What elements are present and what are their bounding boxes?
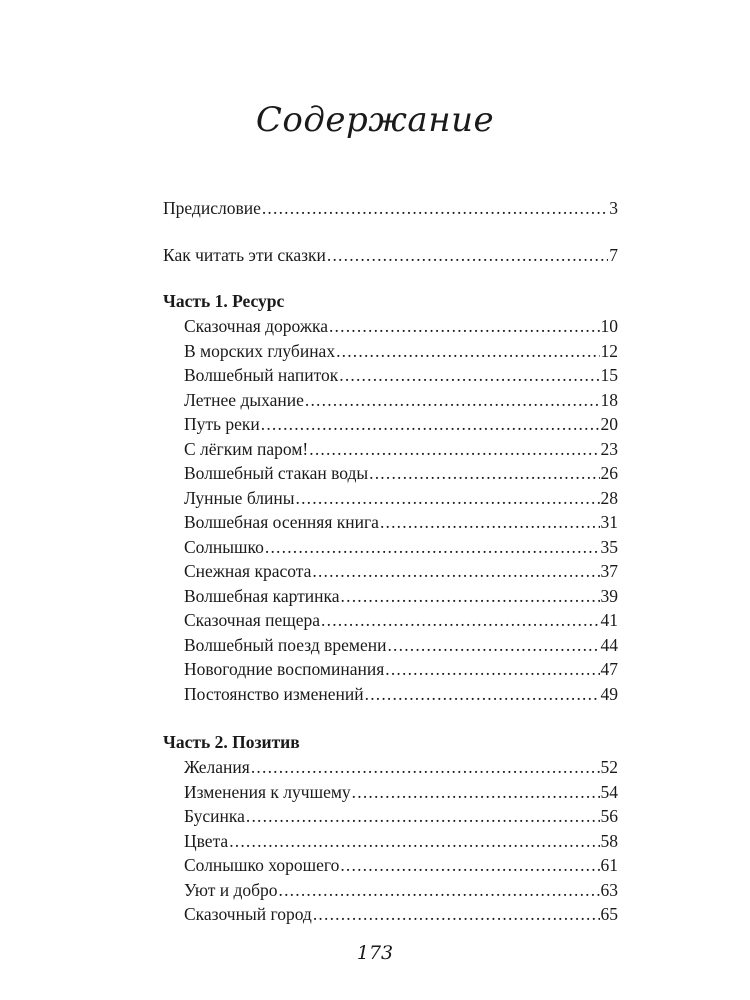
dot-leader	[352, 780, 600, 805]
toc-entry-page: 23	[600, 438, 618, 459]
toc-entry[interactable]	[163, 486, 618, 511]
toc-entry-page: 56	[600, 806, 618, 826]
toc-entry[interactable]	[163, 878, 618, 903]
toc-entry-page: 26	[600, 463, 618, 483]
toc-entry-page: 65	[600, 904, 618, 924]
dot-leader	[312, 559, 599, 584]
toc-entry-preface[interactable]	[163, 196, 618, 221]
toc-entry-label: Волшебный стакан воды	[184, 463, 369, 483]
toc-entry-page: 12	[600, 340, 618, 361]
toc-entry-label: Волшебная осенняя книга	[184, 512, 379, 532]
toc-entry-page: 3	[609, 198, 618, 218]
toc-entry-label: Предисловие	[163, 198, 261, 218]
toc-entry-page: 63	[600, 879, 618, 900]
toc-entry[interactable]	[163, 657, 618, 682]
toc-entry[interactable]	[163, 363, 618, 388]
toc-entry-how-to-read[interactable]	[163, 243, 618, 268]
toc-entry-page: 58	[600, 830, 618, 851]
toc-entry-page: 39	[600, 585, 618, 606]
toc-entry-page: 47	[600, 659, 618, 679]
toc-entry-page: 20	[600, 414, 618, 434]
table-of-contents	[163, 196, 618, 927]
toc-entry[interactable]	[163, 902, 618, 927]
toc-entry[interactable]	[163, 510, 618, 535]
toc-entry[interactable]	[163, 437, 618, 462]
toc-entry-label: В морских глубинах	[184, 340, 336, 361]
dot-leader	[246, 804, 600, 829]
toc-entry[interactable]	[163, 584, 618, 609]
dot-leader	[313, 902, 600, 927]
toc-entry-label: Бусинка	[184, 806, 245, 826]
toc-entry-label: Новогодние воспоминания	[184, 659, 385, 679]
toc-entry[interactable]	[163, 412, 618, 437]
dot-leader	[261, 412, 600, 437]
toc-entry-label: Солнышко	[184, 536, 264, 557]
dot-leader	[229, 829, 599, 854]
dot-leader	[309, 437, 599, 462]
toc-entry-label: Снежная красота	[184, 561, 312, 581]
dot-leader	[305, 388, 600, 413]
page-number: 173	[356, 942, 394, 964]
toc-entry[interactable]	[163, 461, 618, 486]
toc-entry[interactable]	[163, 682, 618, 707]
toc-entry[interactable]	[163, 559, 618, 584]
toc-entry-label: Сказочный город	[184, 904, 312, 924]
toc-entry[interactable]	[163, 853, 618, 878]
toc-entry[interactable]	[163, 535, 618, 560]
toc-entry-label: Желания	[184, 757, 250, 777]
toc-entry-label: Волшебный поезд времени	[184, 634, 387, 655]
toc-entry-page: 49	[600, 683, 618, 704]
toc-entry[interactable]	[163, 755, 618, 780]
dot-leader	[321, 608, 599, 633]
toc-entry-label: С лёгким паром!	[184, 438, 309, 459]
toc-entry-page: 18	[600, 389, 618, 410]
dot-leader	[251, 755, 600, 780]
toc-entry[interactable]	[163, 829, 618, 854]
toc-entry-page: 37	[600, 561, 618, 581]
toc-entry-label: Путь реки	[184, 414, 260, 434]
toc-entry-label: Изменения к лучшему	[184, 781, 351, 802]
toc-entry-page: 10	[600, 316, 618, 336]
dot-leader	[387, 633, 599, 658]
toc-entry-page: 41	[600, 610, 618, 630]
toc-entry[interactable]	[163, 633, 618, 658]
part-1-title: Часть 1. Ресурс	[163, 291, 285, 311]
toc-entry-page: 52	[600, 757, 618, 777]
toc-entry[interactable]	[163, 608, 618, 633]
toc-entry-label: Сказочная пещера	[184, 610, 321, 630]
dot-leader	[329, 314, 600, 339]
dot-leader	[365, 682, 600, 707]
toc-entry-page: 61	[600, 855, 618, 875]
toc-entry-page: 54	[600, 781, 618, 802]
toc-entry[interactable]	[163, 339, 618, 364]
dot-leader	[279, 878, 600, 903]
toc-entry[interactable]	[163, 804, 618, 829]
dot-leader	[341, 584, 600, 609]
part-2-title: Часть 2. Позитив	[163, 732, 300, 752]
page-title: Содержание	[255, 100, 495, 140]
toc-entry-label: Сказочная дорожка	[184, 316, 328, 336]
dot-leader	[265, 535, 600, 560]
dot-leader	[327, 243, 608, 268]
dot-leader	[385, 657, 599, 682]
toc-entry-label: Солнышко хорошего	[184, 855, 340, 875]
toc-entry-label: Постоянство изменений	[184, 683, 364, 704]
toc-entry-label: Уют и добро	[184, 879, 278, 900]
toc-entry-label: Цвета	[184, 830, 229, 851]
toc-entry[interactable]	[163, 388, 618, 413]
toc-entry-page: 28	[600, 487, 618, 508]
toc-entry[interactable]	[163, 314, 618, 339]
dot-leader	[380, 510, 600, 535]
toc-entry-page: 35	[600, 536, 618, 557]
dot-leader	[336, 339, 599, 364]
dot-leader	[339, 363, 599, 388]
toc-entry-page: 7	[609, 244, 618, 265]
toc-entry-label: Лунные блины	[184, 487, 295, 508]
toc-entry-label: Волшебная картинка	[184, 585, 340, 606]
toc-entry[interactable]	[163, 780, 618, 805]
toc-entry-page: 31	[600, 512, 618, 532]
dot-leader	[262, 196, 608, 221]
toc-entry-page: 44	[600, 634, 618, 655]
toc-entry-page: 15	[600, 365, 618, 385]
toc-entry-label: Волшебный напиток	[184, 365, 339, 385]
dot-leader	[369, 461, 599, 486]
toc-entry-label: Как читать эти сказки	[163, 244, 326, 265]
toc-entry-label: Летнее дыхание	[184, 389, 304, 410]
dot-leader	[296, 486, 600, 511]
dot-leader	[340, 853, 599, 878]
